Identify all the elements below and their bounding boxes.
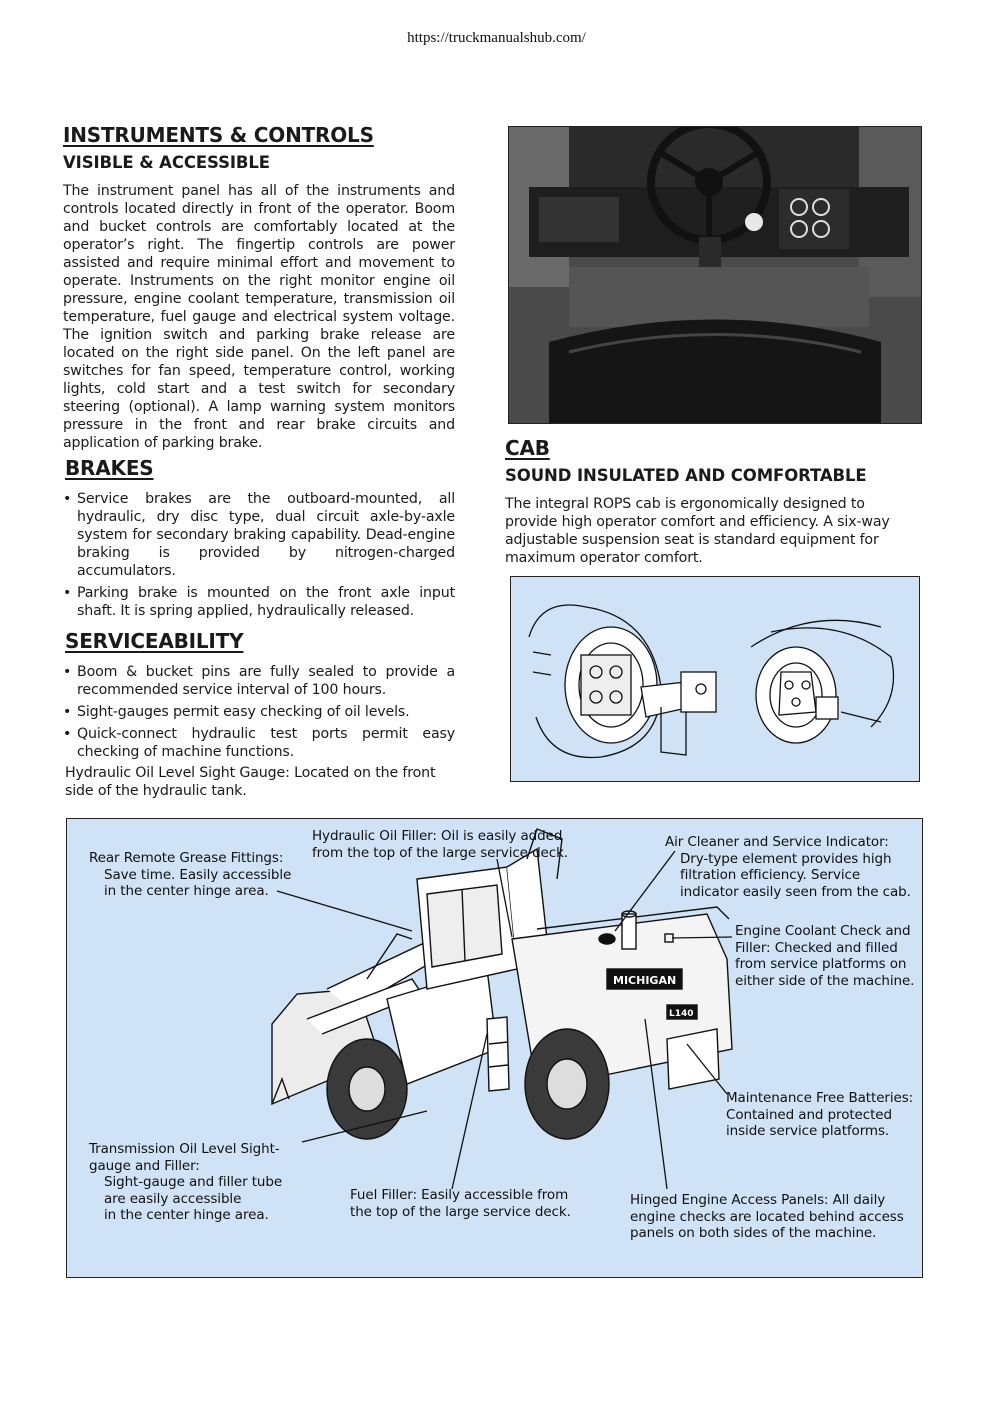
callout-line: Sight-gauge and filler tube [104, 1174, 283, 1190]
callout-line: are easily accessible [104, 1190, 242, 1207]
callout-batteries [726, 1090, 913, 1140]
callout-line: in the center hinge area. [104, 883, 269, 899]
list-item: • Service brakes are the outboard-mounted, all hydraulic, dry disc type, dual circuit axle-by-axle system for secondary braking capability. Dead-engine braking is provided by nitrogen-charged accumulators. [63, 490, 455, 580]
callout-line: indicator easily seen from the cab. [680, 883, 911, 900]
callout-line: the top of the large service deck. [350, 1203, 571, 1220]
callout-title: Transmission Oil Level Sight- [89, 1141, 280, 1157]
callout-line: Contained and protected [726, 1106, 892, 1123]
callout-line: inside service platforms. [726, 1123, 890, 1139]
list-item: • Parking brake is mounted on the front axle input shaft. It is spring applied, hydraulically released. [63, 584, 455, 620]
callout-title: gauge and Filler: [89, 1157, 200, 1174]
instruments-body: The instrument panel has all of the instruments and controls located directly in front of the operator. Boom and bucket controls are comfortably located at the operator’s right. The fingertip controls are power assisted and require minimal effort and movement to operate. Instruments on the right monitor engine oil pressure, engine coolant temperature, transmission oil temperature, fuel gauge and electrical system voltage. The ignition switch and parking brake release are located on the right side panel. On the left panel are switches for fan speed, temperature control, working lights, cold start and a test switch for secondary steering (optional). A lamp warning system monitors pressure in the front and rear brake circuits and application of parking brake. [63, 183, 455, 451]
callout-grease-fittings [89, 850, 291, 900]
list-item: • Quick-connect hydraulic test ports permit easy checking of machine functions. [63, 725, 455, 761]
loader-service-diagram [66, 818, 923, 1278]
list-item: • Sight-gauges permit easy checking of oil levels. [63, 703, 455, 721]
sight-gauge-note: Hydraulic Oil Level Sight Gauge: Located on the front side of the hydraulic tank. [65, 765, 436, 799]
callout-line: Hinged Engine Access Panels: All daily [630, 1192, 886, 1208]
callout-line: Hydraulic Oil Filler: Oil is easily added [312, 828, 563, 844]
callout-line: Fuel Filler: Easily accessible from [350, 1187, 569, 1203]
serviceability-list [63, 663, 455, 765]
callout-fuel-filler [350, 1187, 571, 1220]
brakes-heading: BRAKES [65, 456, 154, 480]
source-url[interactable]: https://truckmanualshub.com/ [407, 30, 586, 46]
serviceability-heading: SERVICEABILITY [65, 629, 244, 653]
callout-line: Filler: Checked and filled [735, 939, 898, 956]
callout-line: from service platforms on [735, 956, 907, 972]
cab-heading: CAB [505, 436, 550, 460]
callout-line: Dry-type element provides high [680, 850, 892, 867]
callout-line: Save time. Easily accessible [104, 866, 292, 883]
cab-body: The integral ROPS cab is ergonomically designed to provide high operator comfort and efficiency. A six-way adjustable suspension seat is standard equipment for maximum operator comfort. [505, 496, 890, 566]
callout-line: either side of the machine. [735, 972, 915, 989]
callout-transmission [89, 1141, 282, 1224]
cab-interior-photo [508, 126, 922, 424]
instruments-heading: INSTRUMENTS & CONTROLS [63, 123, 374, 147]
callout-line: engine checks are located behind access [630, 1208, 904, 1225]
callout-line: Engine Coolant Check and [735, 923, 911, 939]
callout-line: panels on both sides of the machine. [630, 1225, 877, 1241]
callout-line: from the top of the large service deck. [312, 844, 568, 861]
callout-title: Rear Remote Grease Fittings: [89, 850, 284, 866]
callout-air-cleaner [665, 834, 911, 900]
callout-access-panels [630, 1192, 904, 1242]
callout-line: in the center hinge area. [104, 1207, 269, 1223]
callout-title: Air Cleaner and Service Indicator: [665, 834, 889, 850]
callout-line: Maintenance Free Batteries: [726, 1090, 914, 1106]
callout-hydraulic-filler [312, 828, 568, 861]
list-item: • Boom & bucket pins are fully sealed to provide a recommended service interval of 100 hours. [63, 663, 455, 699]
loader-brand: MICHIGAN [613, 974, 677, 987]
instruments-subheading: VISIBLE & ACCESSIBLE [63, 153, 270, 172]
brake-illustration [510, 576, 920, 782]
callout-engine-coolant [735, 923, 914, 989]
loader-model: L140 [669, 1009, 694, 1019]
cab-subheading: SOUND INSULATED AND COMFORTABLE [505, 466, 867, 485]
brakes-list [63, 490, 455, 624]
callout-line: filtration efficiency. Service [680, 867, 861, 883]
